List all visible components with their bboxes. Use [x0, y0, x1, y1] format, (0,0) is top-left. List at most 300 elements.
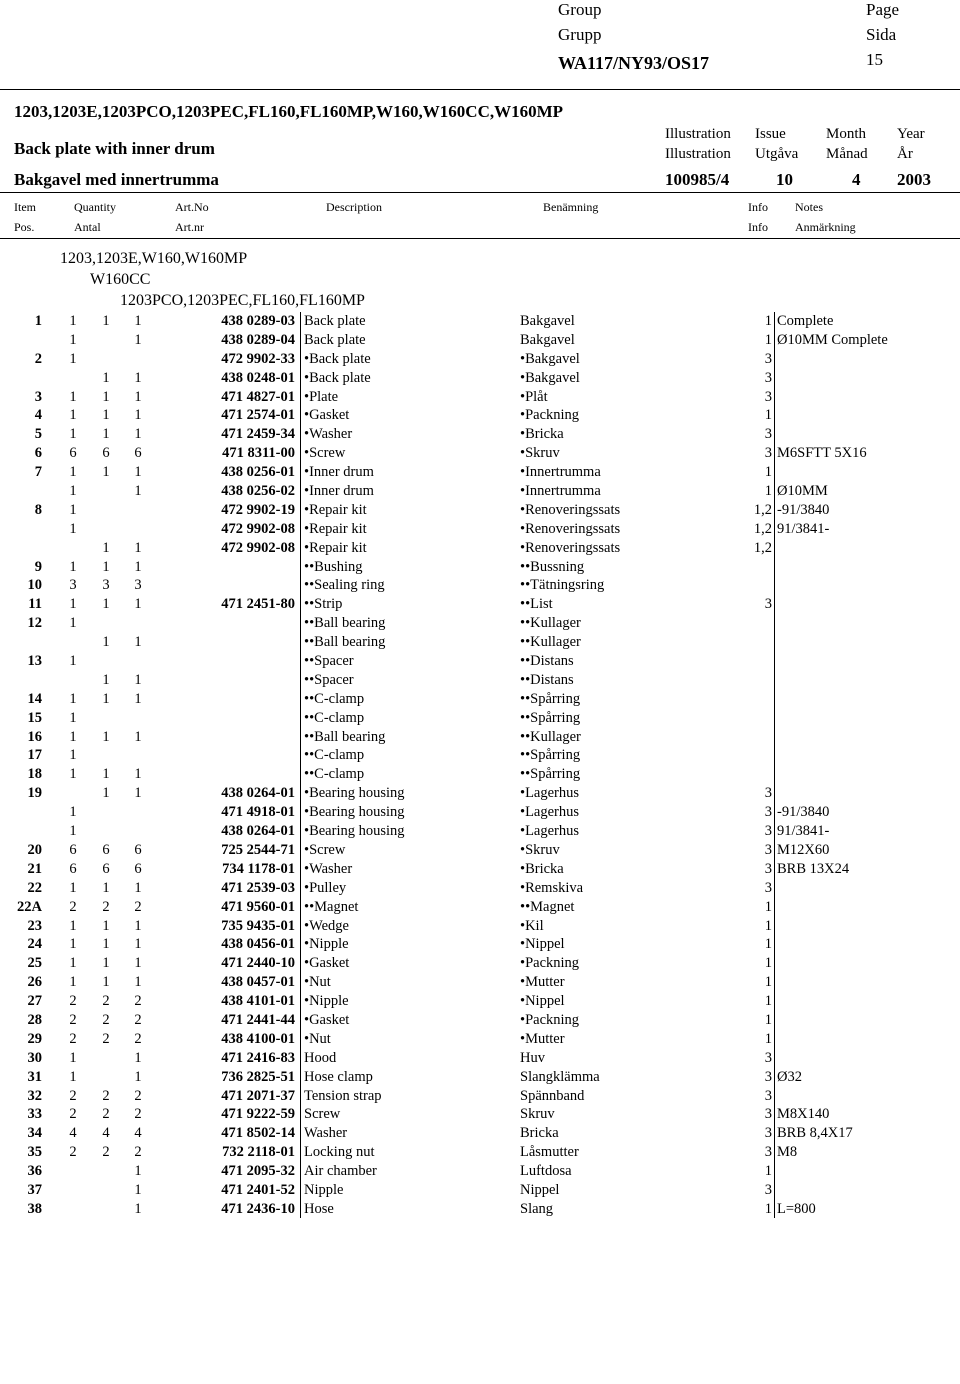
description-cell: Hose clamp — [304, 1068, 373, 1085]
artno-cell: 471 2574-01 — [221, 407, 295, 424]
notes-cell: BRB 8,4X17 — [777, 1125, 853, 1142]
benamning-cell: ••Spårring — [520, 709, 581, 726]
issue-label-sv: Utgåva — [755, 146, 799, 162]
qty-cell-3: 1 — [134, 879, 142, 896]
benamning-cell: •Nippel — [520, 993, 565, 1010]
description-cell: •Wedge — [304, 917, 349, 934]
qty-cell-2: 2 — [102, 1144, 110, 1161]
description-cell: ••Strip — [304, 596, 343, 613]
info-cell: 1 — [764, 955, 772, 972]
info-cell: 1 — [764, 1163, 772, 1180]
group-label-sv: Grupp — [558, 25, 602, 44]
table-row — [0, 350, 960, 369]
qty-cell-2: 2 — [102, 1106, 110, 1123]
info-cell: 3 — [764, 841, 772, 858]
qty-cell-2: 1 — [102, 313, 110, 329]
description-cell: ••Sealing ring — [304, 577, 385, 594]
benamning-cell: ••Kullager — [520, 615, 581, 632]
table-row — [0, 520, 960, 539]
qty-cell-2: 1 — [102, 426, 110, 443]
item-cell: 10 — [27, 577, 42, 594]
description-cell: •Nut — [304, 974, 331, 991]
item-cell: 25 — [27, 955, 42, 972]
item-cell: 2 — [34, 350, 42, 367]
table-row — [0, 614, 960, 633]
qty-cell-1: 1 — [69, 1068, 77, 1085]
benamning-cell: ••List — [520, 596, 553, 613]
artno-cell: 471 2539-03 — [221, 879, 295, 896]
qty-cell-3: 2 — [134, 1011, 142, 1028]
description-cell: ••C-clamp — [304, 709, 365, 726]
col-artno-sv: Art.nr — [175, 220, 204, 234]
qty-cell-2: 1 — [102, 558, 110, 575]
qty-cell-2: 1 — [102, 690, 110, 707]
benamning-cell: •Mutter — [520, 1030, 565, 1047]
benamning-cell: ••Tätningsring — [520, 577, 605, 594]
item-cell: 21 — [27, 860, 42, 877]
description-cell: •Gasket — [304, 955, 350, 972]
qty-cell-2: 1 — [102, 766, 110, 783]
item-cell: 7 — [34, 464, 42, 481]
qty-cell-3: 2 — [134, 993, 142, 1010]
table-row — [0, 1200, 960, 1219]
info-cell: 1 — [764, 313, 772, 329]
table-row — [0, 652, 960, 671]
qty-cell-1: 1 — [69, 974, 77, 991]
qty-cell-1: 1 — [69, 407, 77, 424]
table-row — [0, 633, 960, 652]
notes-cell: Ø10MM — [777, 483, 828, 500]
description-cell: ••Ball bearing — [304, 728, 386, 745]
table-row — [0, 1068, 960, 1087]
artno-cell: 471 2436-10 — [221, 1200, 295, 1217]
artno-cell: 734 1178-01 — [222, 860, 295, 877]
benamning-cell: ••Spårring — [520, 766, 581, 783]
qty-cell-3: 2 — [134, 1144, 142, 1161]
col-info-sv: Info — [748, 220, 768, 234]
benamning-cell: •Remskiva — [520, 879, 584, 896]
description-cell: •Back plate — [304, 350, 371, 367]
notes-cell: Ø32 — [777, 1068, 802, 1085]
benamning-cell: •Bricka — [520, 426, 564, 443]
group-value: WA117/NY93/OS17 — [558, 53, 710, 73]
table-row — [0, 898, 960, 917]
artno-cell: 471 9222-59 — [221, 1106, 295, 1123]
item-cell: 32 — [27, 1087, 42, 1104]
item-cell: 18 — [27, 766, 42, 783]
description-cell: •Pulley — [304, 879, 347, 896]
page-number: 15 — [866, 50, 883, 69]
info-cell: 1 — [764, 407, 772, 424]
artno-cell: 438 0457-01 — [221, 974, 295, 991]
item-cell: 30 — [27, 1049, 42, 1066]
qty-cell-2: 1 — [102, 785, 110, 802]
qty-cell-3: 1 — [134, 426, 142, 443]
item-cell: 27 — [27, 993, 42, 1010]
qty-cell-1: 6 — [69, 841, 77, 858]
item-cell: 8 — [34, 501, 42, 518]
qty-cell-1: 2 — [69, 993, 77, 1010]
description-cell: •Gasket — [304, 407, 350, 424]
col-notes: Notes — [795, 200, 823, 214]
description-cell: ••Ball bearing — [304, 615, 386, 632]
qty-cell-3: 4 — [134, 1125, 142, 1142]
item-cell: 15 — [27, 709, 42, 726]
col-item-sv: Pos. — [14, 220, 35, 234]
artno-cell: 472 9902-19 — [221, 501, 295, 518]
notes-cell: 91/3841- — [777, 520, 830, 537]
notes-cell: M12X60 — [777, 841, 830, 858]
benamning-cell: Luftdosa — [520, 1163, 572, 1180]
table-row — [0, 1124, 960, 1143]
info-cell: 1 — [764, 993, 772, 1010]
qty-cell-1: 2 — [69, 1144, 77, 1161]
item-cell: 12 — [27, 615, 42, 632]
col-item: Item — [14, 200, 36, 214]
artno-cell: 438 0264-01 — [221, 785, 295, 802]
benamning-cell: ••Spårring — [520, 690, 581, 707]
artno-cell: 438 0264-01 — [221, 823, 295, 840]
benamning-cell: •Mutter — [520, 974, 565, 991]
qty-cell-3: 1 — [134, 634, 142, 651]
item-cell: 4 — [34, 407, 42, 424]
info-cell: 1,2 — [753, 520, 772, 537]
table-row — [0, 690, 960, 709]
illustration-label: Illustration — [665, 126, 731, 142]
description-cell: •Back plate — [304, 369, 371, 386]
qty-cell-1: 1 — [69, 917, 77, 934]
info-cell: 3 — [764, 1106, 772, 1123]
table-row — [0, 992, 960, 1011]
illustration-value: 100985/4 — [665, 170, 730, 189]
qty-cell-1: 1 — [69, 615, 77, 632]
artno-cell: 471 2095-32 — [221, 1163, 295, 1180]
info-cell: 3 — [764, 1181, 772, 1198]
info-cell: 3 — [764, 1087, 772, 1104]
table-row — [0, 388, 960, 407]
benamning-cell: •Renoveringssats — [520, 501, 621, 518]
qty-cell-3: 1 — [134, 1200, 142, 1217]
qty-cell-2: 1 — [102, 596, 110, 613]
artno-cell: 735 9435-01 — [221, 917, 295, 934]
benamning-cell: ••Kullager — [520, 634, 581, 651]
table-row — [0, 576, 960, 595]
item-cell: 23 — [27, 917, 42, 934]
benamning-cell: •Packning — [520, 955, 580, 972]
artno-cell: 471 2451-80 — [221, 596, 295, 613]
artno-cell: 471 8311-00 — [222, 445, 295, 462]
description-cell: •Screw — [304, 445, 346, 462]
info-cell: 1 — [764, 331, 772, 348]
info-cell: 1 — [764, 483, 772, 500]
qty-cell-2: 6 — [102, 841, 110, 858]
qty-cell-2: 1 — [102, 369, 110, 386]
info-cell: 1 — [764, 936, 772, 953]
description-cell: Nipple — [304, 1181, 344, 1198]
description-cell: ••C-clamp — [304, 747, 365, 764]
qty-cell-3: 1 — [134, 369, 142, 386]
info-cell: 1 — [764, 1011, 772, 1028]
table-row — [0, 935, 960, 954]
description-cell: •Inner drum — [304, 464, 374, 481]
benamning-cell: Spännband — [520, 1087, 585, 1104]
qty-cell-3: 1 — [134, 690, 142, 707]
benamning-cell: Huv — [520, 1049, 545, 1066]
qty-cell-3: 1 — [134, 539, 142, 556]
title-en: Back plate with inner drum — [14, 139, 215, 158]
qty-cell-2: 1 — [102, 974, 110, 991]
page-label: Page — [866, 0, 900, 19]
description-cell: Air chamber — [304, 1163, 377, 1180]
col-benamning: Benämning — [543, 200, 599, 214]
description-cell: •Repair kit — [304, 501, 367, 518]
info-cell: 3 — [764, 426, 772, 443]
qty-cell-2: 1 — [102, 388, 110, 405]
table-row — [0, 973, 960, 992]
description-cell: •Inner drum — [304, 483, 374, 500]
qty-cell-3: 6 — [134, 860, 142, 877]
info-cell: 3 — [764, 1068, 772, 1085]
description-cell: •Repair kit — [304, 539, 367, 556]
models-title: 1203,1203E,1203PCO,1203PEC,FL160,FL160MP,W160,W160CC,W160MP — [14, 102, 564, 121]
info-cell: 1 — [764, 974, 772, 991]
description-cell: Hose — [304, 1200, 334, 1217]
benamning-cell: ••Kullager — [520, 728, 581, 745]
info-cell: 3 — [764, 879, 772, 896]
benamning-cell: Skruv — [520, 1106, 555, 1123]
item-cell: 35 — [27, 1144, 42, 1161]
qty-cell-2: 1 — [102, 936, 110, 953]
table-row — [0, 1181, 960, 1200]
item-cell: 20 — [27, 841, 42, 858]
table-row — [0, 917, 960, 936]
notes-cell: Complete — [777, 313, 834, 329]
item-cell: 29 — [27, 1030, 42, 1047]
info-cell: 1 — [764, 1200, 772, 1217]
artno-cell: 471 2459-34 — [221, 426, 295, 443]
qty-cell-2: 1 — [102, 407, 110, 424]
notes-cell: M8 — [777, 1144, 798, 1161]
col-description: Description — [326, 200, 382, 214]
qty-cell-1: 1 — [69, 804, 77, 821]
qty-cell-1: 2 — [69, 1106, 77, 1123]
notes-cell: M6SFTT 5X16 — [777, 445, 867, 462]
description-cell: ••C-clamp — [304, 766, 365, 783]
artno-cell: 732 2118-01 — [222, 1144, 295, 1161]
description-cell: •Screw — [304, 841, 346, 858]
benamning-cell: •Packning — [520, 1011, 580, 1028]
benamning-cell: ••Bussning — [520, 558, 585, 575]
table-row — [0, 1087, 960, 1106]
table-row — [0, 539, 960, 558]
qty-cell-2: 2 — [102, 1011, 110, 1028]
benamning-cell: •Lagerhus — [520, 785, 580, 802]
qty-cell-3: 1 — [134, 388, 142, 405]
artno-cell: 725 2544-71 — [221, 841, 295, 858]
description-cell: Locking nut — [304, 1144, 375, 1161]
description-cell: •Repair kit — [304, 520, 367, 537]
description-cell: Back plate — [304, 331, 366, 348]
description-cell: •Gasket — [304, 1011, 350, 1028]
model-group-1: 1203,1203E,W160,W160MP — [60, 250, 248, 267]
qty-cell-3: 1 — [134, 974, 142, 991]
description-cell: Washer — [304, 1125, 348, 1142]
description-cell: ••Spacer — [304, 671, 354, 688]
info-cell: 3 — [764, 445, 772, 462]
table-row — [0, 331, 960, 350]
description-cell: Hood — [304, 1049, 337, 1066]
table-row — [0, 369, 960, 388]
item-cell: 13 — [27, 653, 42, 670]
qty-cell-3: 3 — [134, 577, 142, 594]
benamning-cell: •Renoveringssats — [520, 539, 621, 556]
info-cell: 3 — [764, 785, 772, 802]
description-cell: ••Bushing — [304, 558, 363, 575]
col-artno: Art.No — [175, 200, 209, 214]
artno-cell: 736 2825-51 — [221, 1068, 295, 1085]
table-row — [0, 822, 960, 841]
item-cell: 36 — [27, 1163, 42, 1180]
qty-cell-1: 1 — [69, 728, 77, 745]
notes-cell: Ø10MM Complete — [777, 331, 888, 348]
artno-cell: 471 2416-83 — [221, 1049, 295, 1066]
artno-cell: 438 0289-03 — [221, 313, 295, 329]
illustration-label-sv: Illustration — [665, 146, 731, 162]
artno-cell: 472 9902-33 — [221, 350, 295, 367]
artno-cell: 471 4918-01 — [221, 804, 295, 821]
table-row — [0, 595, 960, 614]
table-row — [0, 1105, 960, 1124]
qty-cell-2: 1 — [102, 464, 110, 481]
qty-cell-3: 6 — [134, 841, 142, 858]
description-cell: ••Spacer — [304, 653, 354, 670]
parts-table — [0, 312, 960, 1219]
qty-cell-1: 1 — [69, 936, 77, 953]
notes-cell: -91/3840 — [777, 501, 830, 518]
group-label: Group — [558, 0, 602, 19]
qty-cell-1: 1 — [69, 331, 77, 348]
qty-cell-3: 2 — [134, 1087, 142, 1104]
notes-cell: M8X140 — [777, 1106, 830, 1123]
qty-cell-1: 3 — [69, 577, 77, 594]
benamning-cell: •Plåt — [520, 388, 548, 405]
qty-cell-1: 1 — [69, 501, 77, 518]
col-notes-sv: Anmärkning — [795, 220, 856, 234]
table-row — [0, 558, 960, 577]
qty-cell-2: 6 — [102, 860, 110, 877]
item-cell: 22 — [27, 879, 42, 896]
notes-cell: -91/3840 — [777, 804, 830, 821]
artno-cell: 471 2441-44 — [221, 1011, 295, 1028]
info-cell: 3 — [764, 1144, 772, 1161]
qty-cell-1: 1 — [69, 709, 77, 726]
artno-cell: 438 0289-04 — [221, 331, 295, 348]
qty-cell-2: 3 — [102, 577, 110, 594]
benamning-cell: Slang — [520, 1200, 554, 1217]
header-rule-bottom — [0, 238, 960, 239]
artno-cell: 471 9560-01 — [221, 898, 295, 915]
table-row — [0, 463, 960, 482]
item-cell: 1 — [34, 313, 42, 329]
table-row — [0, 482, 960, 501]
benamning-cell: •Lagerhus — [520, 804, 580, 821]
info-cell: 1 — [764, 1030, 772, 1047]
qty-cell-2: 1 — [102, 671, 110, 688]
qty-cell-3: 1 — [134, 1181, 142, 1198]
table-row — [0, 444, 960, 463]
benamning-cell: •Innertrumma — [520, 483, 601, 500]
year-value: 2003 — [897, 170, 931, 189]
artno-cell: 438 4101-01 — [221, 993, 295, 1010]
artno-cell: 471 2440-10 — [221, 955, 295, 972]
qty-cell-1: 4 — [69, 1125, 77, 1142]
benamning-cell: Låsmutter — [520, 1144, 579, 1161]
table-row — [0, 709, 960, 728]
qty-cell-3: 1 — [134, 483, 142, 500]
col-quantity: Quantity — [74, 200, 116, 214]
artno-cell: 472 9902-08 — [221, 520, 295, 537]
item-cell: 9 — [34, 558, 42, 575]
description-cell: •Bearing housing — [304, 804, 405, 821]
notes-cell: 91/3841- — [777, 823, 830, 840]
benamning-cell: ••Distans — [520, 671, 574, 688]
artno-cell: 471 8502-14 — [221, 1125, 295, 1142]
year-label-sv: År — [897, 146, 913, 162]
item-cell: 28 — [27, 1011, 42, 1028]
qty-cell-3: 1 — [134, 331, 142, 348]
benamning-cell: •Bricka — [520, 860, 564, 877]
qty-cell-2: 2 — [102, 898, 110, 915]
month-label-sv: Månad — [826, 146, 868, 162]
description-cell: •Bearing housing — [304, 785, 405, 802]
description-cell: ••Ball bearing — [304, 634, 386, 651]
info-cell: 3 — [764, 350, 772, 367]
benamning-cell: ••Magnet — [520, 898, 575, 915]
artno-cell: 438 0248-01 — [221, 369, 295, 386]
description-cell: •Bearing housing — [304, 823, 405, 840]
qty-cell-3: 1 — [134, 1068, 142, 1085]
page-label-sv: Sida — [866, 25, 897, 44]
benamning-cell: ••Spårring — [520, 747, 581, 764]
qty-cell-2: 6 — [102, 445, 110, 462]
description-cell: ••Magnet — [304, 898, 359, 915]
qty-cell-2: 2 — [102, 993, 110, 1010]
description-cell: Back plate — [304, 313, 366, 329]
description-cell: •Washer — [304, 426, 353, 443]
qty-cell-1: 1 — [69, 955, 77, 972]
info-cell: 3 — [764, 596, 772, 613]
description-cell: ••C-clamp — [304, 690, 365, 707]
notes-cell: L=800 — [777, 1200, 816, 1217]
item-cell: 19 — [27, 785, 42, 802]
item-cell: 26 — [27, 974, 42, 991]
qty-cell-2: 1 — [102, 634, 110, 651]
info-cell: 3 — [764, 369, 772, 386]
table-row — [0, 1049, 960, 1068]
benamning-cell: Bakgavel — [520, 331, 575, 348]
qty-cell-3: 1 — [134, 936, 142, 953]
table-row — [0, 1162, 960, 1181]
qty-cell-1: 1 — [69, 426, 77, 443]
qty-cell-1: 1 — [69, 690, 77, 707]
qty-cell-2: 2 — [102, 1030, 110, 1047]
qty-cell-1: 2 — [69, 898, 77, 915]
item-cell: 24 — [27, 936, 42, 953]
info-cell: 3 — [764, 823, 772, 840]
qty-cell-1: 1 — [69, 350, 77, 367]
month-label: Month — [826, 126, 867, 142]
item-cell: 37 — [27, 1181, 42, 1198]
